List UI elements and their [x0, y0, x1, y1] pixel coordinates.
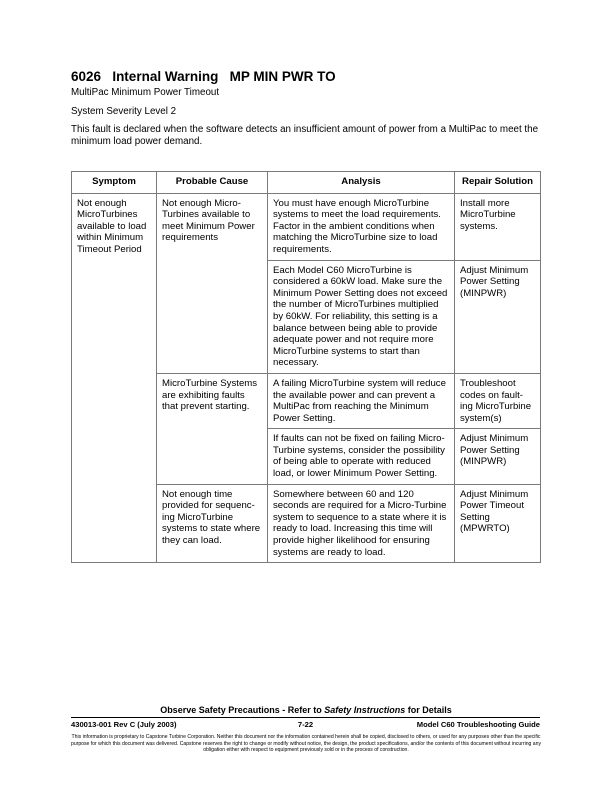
proprietary-disclaimer: This information is proprietary to Capstone Turbine Corporation. Neither this document nor the information contained herein shall be copied, disclosed to others, or used for any purposes other than the specific purpose for which this document was delivered. Capstone reserves the right to change or modify without notice, the design, the product specifications, and/or the contents of this document without incurring any obligation either with respect to equipment previously sold or in the process of construction. [70, 734, 542, 754]
table-header-row [72, 172, 541, 194]
safety-notice [0, 705, 612, 715]
severity-level: System Severity Level 2 [71, 106, 177, 117]
analysis-cell: A failing MicroTurbine system will reduce the available power and can prevent a MultiPac from reaching the Minimum Power Setting. [268, 373, 455, 428]
fault-heading [71, 69, 336, 84]
solution-cell: Install more MicroTurbine systems. [455, 193, 541, 260]
troubleshooting-table [71, 171, 541, 563]
cause-cell: Not enough Micro-Turbines available to meet Minimum Power requirements [157, 193, 268, 373]
fault-subtitle: MultiPac Minimum Power Timeout [71, 87, 220, 98]
cause-cell: MicroTurbine Systems are exhibiting faults that prevent starting. [157, 373, 268, 484]
fault-description: This fault is declared when the software detects an insufficient amount of power from a MultiPac to meet the minimum load power demand. [71, 124, 539, 147]
safety-prefix: Observe Safety Precautions - Refer to [160, 705, 325, 715]
footer-divider [71, 717, 540, 718]
solution-cell: Adjust Minimum Power Setting (MINPWR) [455, 429, 541, 484]
header-repair-solution: Repair Solution [455, 172, 541, 194]
header-probable-cause: Probable Cause [157, 172, 268, 194]
fault-code: 6026 [71, 69, 102, 84]
fault-mnemonic: MP MIN PWR TO [229, 69, 336, 84]
safety-instructions-reference: Safety Instructions [324, 705, 406, 715]
analysis-cell: Somewhere between 60 and 120 seconds are required for a Micro-Turbine system to sequence to a state where it is ready to load. Increasing this time will provide higher likelihood for ensuring systems are ready to load. [268, 484, 455, 563]
solution-cell: Troubleshoot codes on fault-ing MicroTurbine system(s) [455, 373, 541, 428]
header-symptom: Symptom [72, 172, 157, 194]
symptom-cell: Not enough MicroTurbines available to load within Minimum Timeout Period [72, 193, 157, 563]
cause-cell: Not enough time provided for sequenc-ing MicroTurbine systems to state where they can load. [157, 484, 268, 563]
fault-title: Internal Warning [112, 69, 219, 84]
table-row [72, 193, 541, 260]
header-analysis: Analysis [268, 172, 455, 194]
analysis-cell: You must have enough MicroTurbine systems to meet the load requirements. Factor in the ambient conditions when matching the MicroTurbine size to load requirements. [268, 193, 455, 260]
safety-suffix: for Details [405, 705, 452, 715]
manual-title: Model C60 Troubleshooting Guide [416, 720, 540, 729]
analysis-cell: Each Model C60 MicroTurbine is considered a 60kW load. Make sure the Minimum Power Setting does not exceed the number of MicroTurbines multiplied by 60kW. For reliability, this setting is a balance between being able to provide adequate power and not require more MicroTurbine systems to start than necessary. [268, 260, 455, 373]
document-number: 430013-001 Rev C (July 2003) [71, 720, 177, 729]
solution-cell: Adjust Minimum Power Setting (MINPWR) [455, 260, 541, 373]
solution-cell: Adjust Minimum Power Timeout Setting (MPWRTO) [455, 484, 541, 563]
analysis-cell: If faults can not be fixed on failing Micro-Turbine systems, consider the possibility of being able to operate with reduced load, or lower Minimum Power Setting. [268, 429, 455, 484]
page-number: 7-22 [297, 720, 314, 729]
